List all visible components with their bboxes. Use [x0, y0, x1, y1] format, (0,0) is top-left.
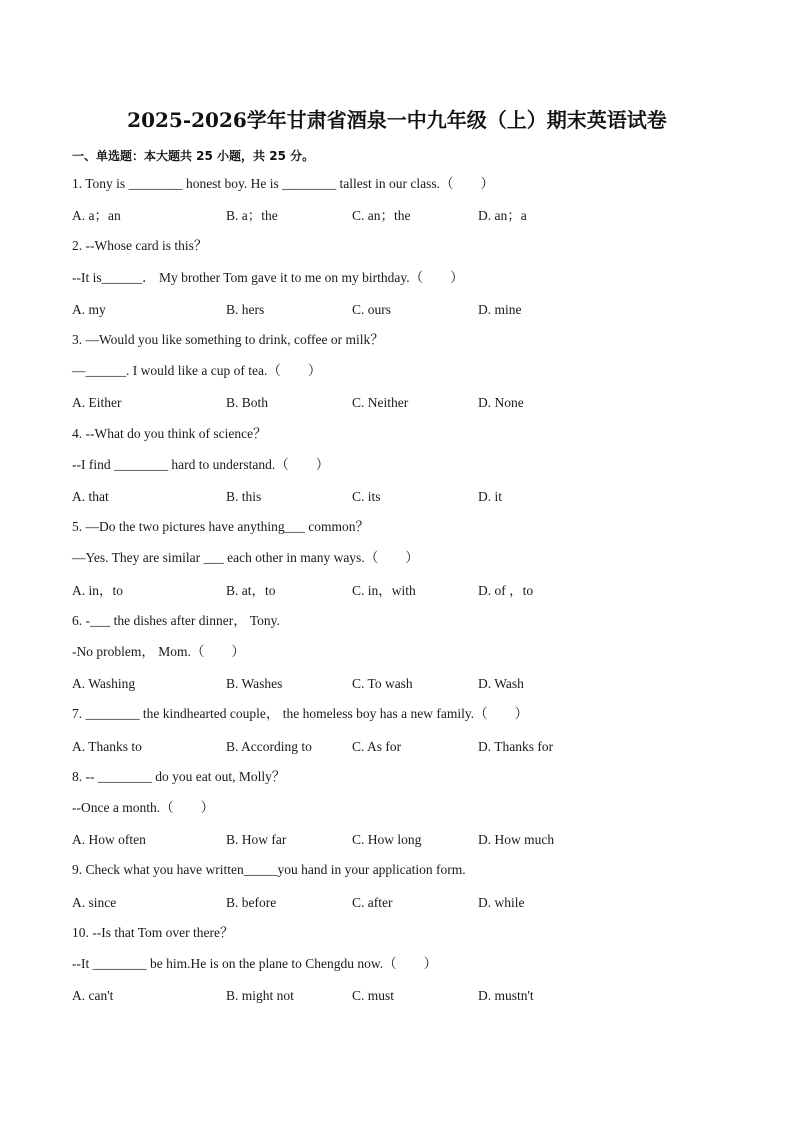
option-c: C. How long: [352, 832, 422, 847]
option-c: C. must: [352, 988, 395, 1003]
option-d: D. it: [478, 489, 503, 504]
option-b: B. a；the: [226, 208, 278, 223]
option-b: B. this: [226, 489, 262, 504]
question-stem: 10. --Is that Tom over there？: [72, 925, 234, 940]
question-stem: 6. -___ the dishes after dinner， Tony.: [72, 613, 280, 628]
option-b: B. before: [226, 895, 277, 910]
question-line: --I find ________ hard to understand.（ ）: [72, 457, 330, 472]
answer-options: [72, 832, 752, 848]
answer-options: [72, 739, 752, 755]
question-stem: 3. —Would you like something to drink, coffee or milk？: [72, 332, 384, 347]
question-line: --It is______． My brother Tom gave it to me on my birthday.（ ）: [72, 270, 464, 285]
option-c: C. As for: [352, 739, 402, 754]
answer-options: [72, 395, 752, 411]
option-b: B. Washes: [226, 676, 283, 691]
option-d: D. while: [478, 895, 525, 910]
option-c: C. its: [352, 489, 381, 504]
option-a: A. Thanks to: [72, 739, 142, 754]
exam-title: 2025-2026学年甘肃省酒泉一中九年级（上）期末英语试卷: [127, 108, 667, 132]
option-c: C. ours: [352, 302, 392, 317]
option-a: A. a；an: [72, 208, 121, 223]
option-b: B. How far: [226, 832, 287, 847]
question-line: -No problem， Mom.（ ）: [72, 644, 245, 659]
option-b: B. Both: [226, 395, 269, 410]
option-b: B. hers: [226, 302, 265, 317]
answer-options: [72, 676, 752, 692]
question-stem: 7. ________ the kindhearted couple， the homeless boy has a new family.（ ）: [72, 706, 529, 721]
option-d: D. mine: [478, 302, 522, 317]
answer-options: [72, 302, 752, 318]
option-a: A. Either: [72, 395, 122, 410]
option-c: C. To wash: [352, 676, 413, 691]
option-d: D. of ，to: [478, 583, 534, 598]
option-b: B. According to: [226, 739, 312, 754]
option-d: D. How much: [478, 832, 555, 847]
option-b: B. might not: [226, 988, 294, 1003]
option-d: D. mustn't: [478, 988, 534, 1003]
answer-options: [72, 895, 752, 911]
option-a: A. since: [72, 895, 117, 910]
option-a: A. can't: [72, 988, 114, 1003]
option-d: D. None: [478, 395, 524, 410]
question-line: --It ________ be him.He is on the plane to Chengdu now.（ ）: [72, 956, 438, 971]
option-a: A. How often: [72, 832, 146, 847]
option-c: C. Neither: [352, 395, 409, 410]
question-stem: 9. Check what you have written_____you hand in your application form.: [72, 862, 466, 877]
answer-options: [72, 583, 752, 599]
question-stem: 4. --What do you think of science？: [72, 426, 267, 441]
section-heading: 一、单选题：本大题共 25 小题，共 25 分。: [72, 149, 315, 163]
option-c: C. after: [352, 895, 393, 910]
question-line: --Once a month.（ ）: [72, 800, 215, 815]
answer-options: [72, 489, 752, 505]
question-line: —______. I would like a cup of tea.（ ）: [72, 363, 322, 378]
option-a: A. in，to: [72, 583, 124, 598]
answer-options: [72, 988, 752, 1004]
question-stem: 8. -- ________ do you eat out, Molly？: [72, 769, 286, 784]
question-stem: 2. --Whose card is this？: [72, 238, 208, 253]
option-a: A. that: [72, 489, 109, 504]
option-d: D. Wash: [478, 676, 524, 691]
option-d: D. Thanks for: [478, 739, 554, 754]
option-c: C. in，with: [352, 583, 416, 598]
option-a: A. my: [72, 302, 106, 317]
question-stem: 1. Tony is ________ honest boy. He is ________ tallest in our class.（ ）: [72, 176, 495, 191]
option-d: D. an；a: [478, 208, 527, 223]
option-b: B. at，to: [226, 583, 276, 598]
option-c: C. an；the: [352, 208, 411, 223]
answer-options: [72, 208, 752, 224]
option-a: A. Washing: [72, 676, 136, 691]
question-stem: 5. —Do the two pictures have anything___ common？: [72, 519, 369, 534]
question-line: —Yes. They are similar ___ each other in many ways.（ ）: [72, 550, 419, 565]
